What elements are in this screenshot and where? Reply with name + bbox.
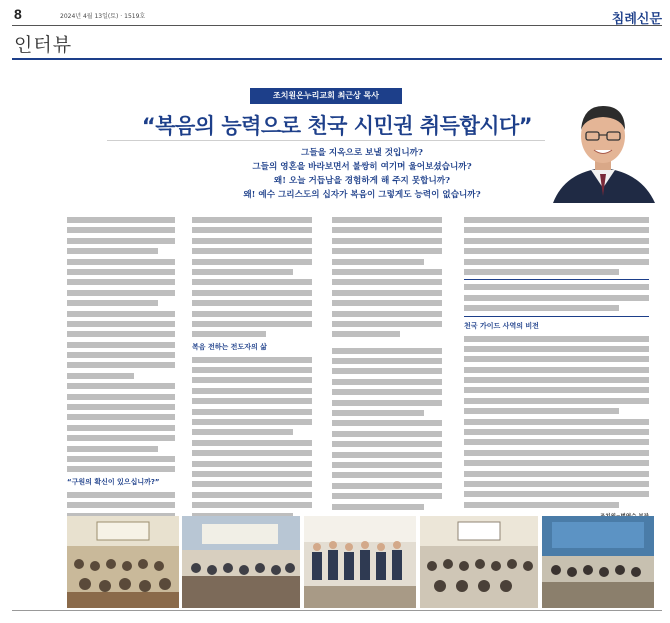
body-text-line [464,336,649,342]
body-text-line [192,461,312,467]
body-text-line [464,450,649,456]
body-text-line [332,269,442,275]
body-text-line [67,383,175,389]
body-text-line [332,400,442,406]
body-text-line [464,356,649,362]
body-text-line [464,367,649,373]
body-text-line [332,493,442,499]
body-text-line [67,269,175,275]
body-text-line [192,279,312,285]
body-text-line [192,217,312,223]
body-text-line [464,398,649,404]
church-event-photo [67,516,179,608]
body-text-line [332,431,442,437]
body-text-line [67,502,175,508]
article-column-3 [332,217,442,514]
body-text-line [192,471,312,477]
body-text-line [332,217,442,223]
body-text-line [332,238,442,244]
body-text-line [464,346,649,352]
church-event-photo [304,516,416,608]
pull-quote-rule [464,279,649,280]
lead-questions [162,146,562,202]
body-text-line [464,419,649,425]
subhead-vision: 천국 가이드 사역의 비전 [464,321,539,330]
pull-quote-line [464,305,619,311]
body-text-line [67,425,175,431]
subject-badge: 조치원온누리교회 최근상 목사 [250,88,402,104]
newspaper-page [12,6,662,618]
subhead-salvation: “구원의 확신이 있으십니까?” [67,477,160,486]
body-text-line [67,227,175,233]
body-text-line [192,450,312,456]
body-text-line [192,419,312,425]
headline-divider [107,140,567,141]
body-text-line [192,290,312,296]
body-text-line [67,362,175,368]
body-text-line [464,429,649,435]
body-text-line [67,404,175,410]
body-text-line [67,435,175,441]
body-text-line [332,389,442,395]
body-text-line [67,456,175,462]
lead-line: 그들의 영혼을 바라보면서 불쌍히 여기며 울어보셨습니까? [252,162,472,172]
body-text-line [332,331,400,337]
body-text-line [192,377,312,383]
body-text-line [192,238,312,244]
body-text-line [464,227,649,233]
body-text-line [192,502,312,508]
body-text-line [67,394,175,400]
paper-name-logo: 침례신문 [611,12,662,27]
body-text-line [332,472,442,478]
pull-quote-line [464,295,649,301]
body-text-line [332,311,442,317]
body-text-line [67,331,175,337]
body-text-line [67,217,175,223]
body-text-line [67,414,175,420]
body-text-line [192,300,312,306]
body-text-line [464,460,649,466]
body-text-line [67,248,158,254]
body-text-line [67,446,158,452]
body-text-line [464,491,649,497]
body-text-line [332,483,442,489]
body-text-line [192,492,312,498]
body-text-line [192,248,312,254]
body-text-line [192,311,312,317]
lead-line: 왜! 오늘 거듭남을 경험하게 해 주지 못합니까? [273,176,451,186]
body-text-line [192,388,312,394]
page-number: 8 [14,6,22,22]
body-text-line [67,373,134,379]
body-text-line [67,279,175,285]
body-text-line [332,348,442,354]
body-text-line [332,279,442,285]
body-text-line [332,452,442,458]
body-text-line [192,357,312,363]
pull-quote-line [464,284,649,290]
church-event-photo [542,516,654,608]
body-text-line [67,492,175,498]
body-text-line [192,409,312,415]
body-text-line [192,259,312,265]
body-text-line [332,379,442,385]
pastor-portrait-photo [545,86,662,203]
body-text-line [67,290,175,296]
body-text-line [464,377,649,383]
body-text-line [464,502,619,508]
lead-line: 그들을 지옥으로 보낼 것입니까? [301,148,423,158]
body-text-line [192,481,312,487]
body-text-line [332,248,442,254]
body-text-line [192,321,312,327]
body-text-line [192,429,293,435]
body-text-line [464,471,649,477]
issue-date: 2024년 4월 13일(토) · 1519호 [60,13,146,20]
body-text-line [464,439,649,445]
body-text-line [192,227,312,233]
masthead [12,6,662,26]
body-text-line [332,504,424,510]
section-title: 인터뷰 [14,34,73,56]
article-column-2 [192,217,312,523]
body-text-line [67,321,175,327]
body-text-line [332,358,442,364]
section-divider [12,58,662,60]
headline: “복음의 능력으로 천국 시민권 취득합시다” [141,114,533,138]
body-text-line [67,238,175,244]
body-text-line [464,259,649,265]
body-text-line [464,248,649,254]
article-column-1 [67,217,175,533]
body-text-line [67,311,175,317]
body-text-line [332,441,442,447]
body-text-line [192,367,312,373]
lead-line: 왜! 예수 그리스도의 십자가 복음이 그렇게도 능력이 없습니까? [243,190,481,200]
body-text-line [332,410,424,416]
article-column-4 [464,217,649,520]
body-text-line [67,466,175,472]
body-text-line [464,387,649,393]
body-text-line [192,331,266,337]
body-text-line [464,217,649,223]
body-text-line [332,462,442,468]
body-text-line [192,398,312,404]
body-text-line [332,259,424,265]
page-bottom-rule [12,610,662,611]
body-text-line [67,352,175,358]
body-text-line [464,481,649,487]
body-text-line [192,440,312,446]
body-text-line [332,290,442,296]
body-text-line [67,300,158,306]
subhead-evangelist: 복음 전하는 전도자의 삶 [192,342,267,351]
body-text-line [67,259,175,265]
body-text-line [332,420,442,426]
body-text-line [332,321,442,327]
pull-quote-rule [464,316,649,317]
church-event-photo [182,516,300,608]
body-text-line [192,269,293,275]
body-text-line [332,300,442,306]
body-text-line [332,368,442,374]
body-text-line [464,269,619,275]
church-event-photo [420,516,538,608]
body-text-line [464,238,649,244]
body-text-line [464,408,619,414]
body-text-line [67,342,175,348]
body-text-line [332,227,442,233]
